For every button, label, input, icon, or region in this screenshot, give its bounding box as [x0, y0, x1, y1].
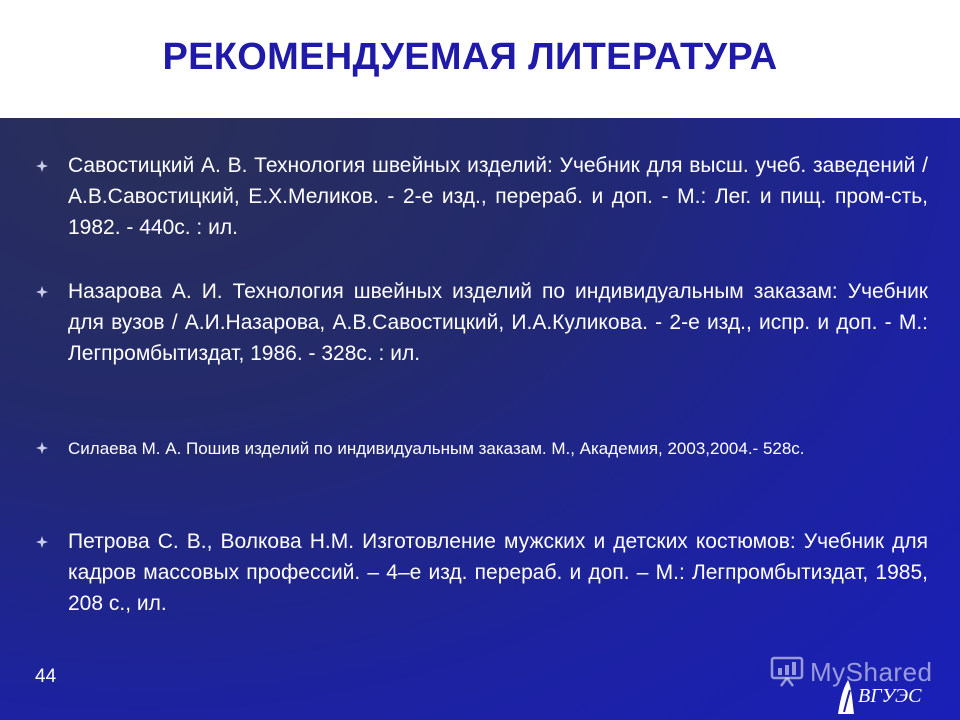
reference-text: Петрова С. В., Волкова Н.М. Изготовление мужских и детских костюмов: Учебник для кадров массовых профессий. – 4–е изд. перераб. и доп. – М.: Легпромбытиздат, 1985, 208 с., ил. [68, 530, 928, 615]
diamond-bullet-icon [36, 536, 48, 548]
content-panel [0, 118, 960, 720]
diamond-bullet-icon [36, 160, 48, 172]
watermark-text: MyShared [810, 657, 933, 687]
diamond-bullet-icon [36, 286, 48, 298]
reference-text: Силаева М. А. Пошив изделий по индивидуальным заказам. М., Академия, 2003,2004.- 528с. [68, 439, 805, 458]
university-logo [832, 672, 944, 716]
diamond-bullet-icon [36, 442, 48, 454]
reference-text: Назарова А. И. Технология швейных изделий по индивидуальным заказам: Учебник для вузов / А.И.Назарова, А.В.Савостицкий, И.А.Куликова. - 2-е изд., испр. и доп. - М.: Легпромбытиздат, 1986. - 328с. : ил. [68, 280, 928, 365]
slide-header [0, 0, 960, 118]
presentation-icon [770, 656, 804, 688]
reference-text: Савостицкий А. В. Технология швейных изделий: Учебник для высш. учеб. заведений / А.В.Савостицкий, Е.Х.Меликов. - 2-е изд., перераб. и доп. - М.: Лег. и пищ. пром-сть, 1982. - 440с. : ил. [68, 154, 928, 239]
slide-title: РЕКОМЕНДУЕМАЯ ЛИТЕРАТУРА [162, 36, 778, 78]
svg-text:ВГУЭС: ВГУЭС [858, 685, 922, 707]
page-number: 44 [35, 666, 57, 687]
